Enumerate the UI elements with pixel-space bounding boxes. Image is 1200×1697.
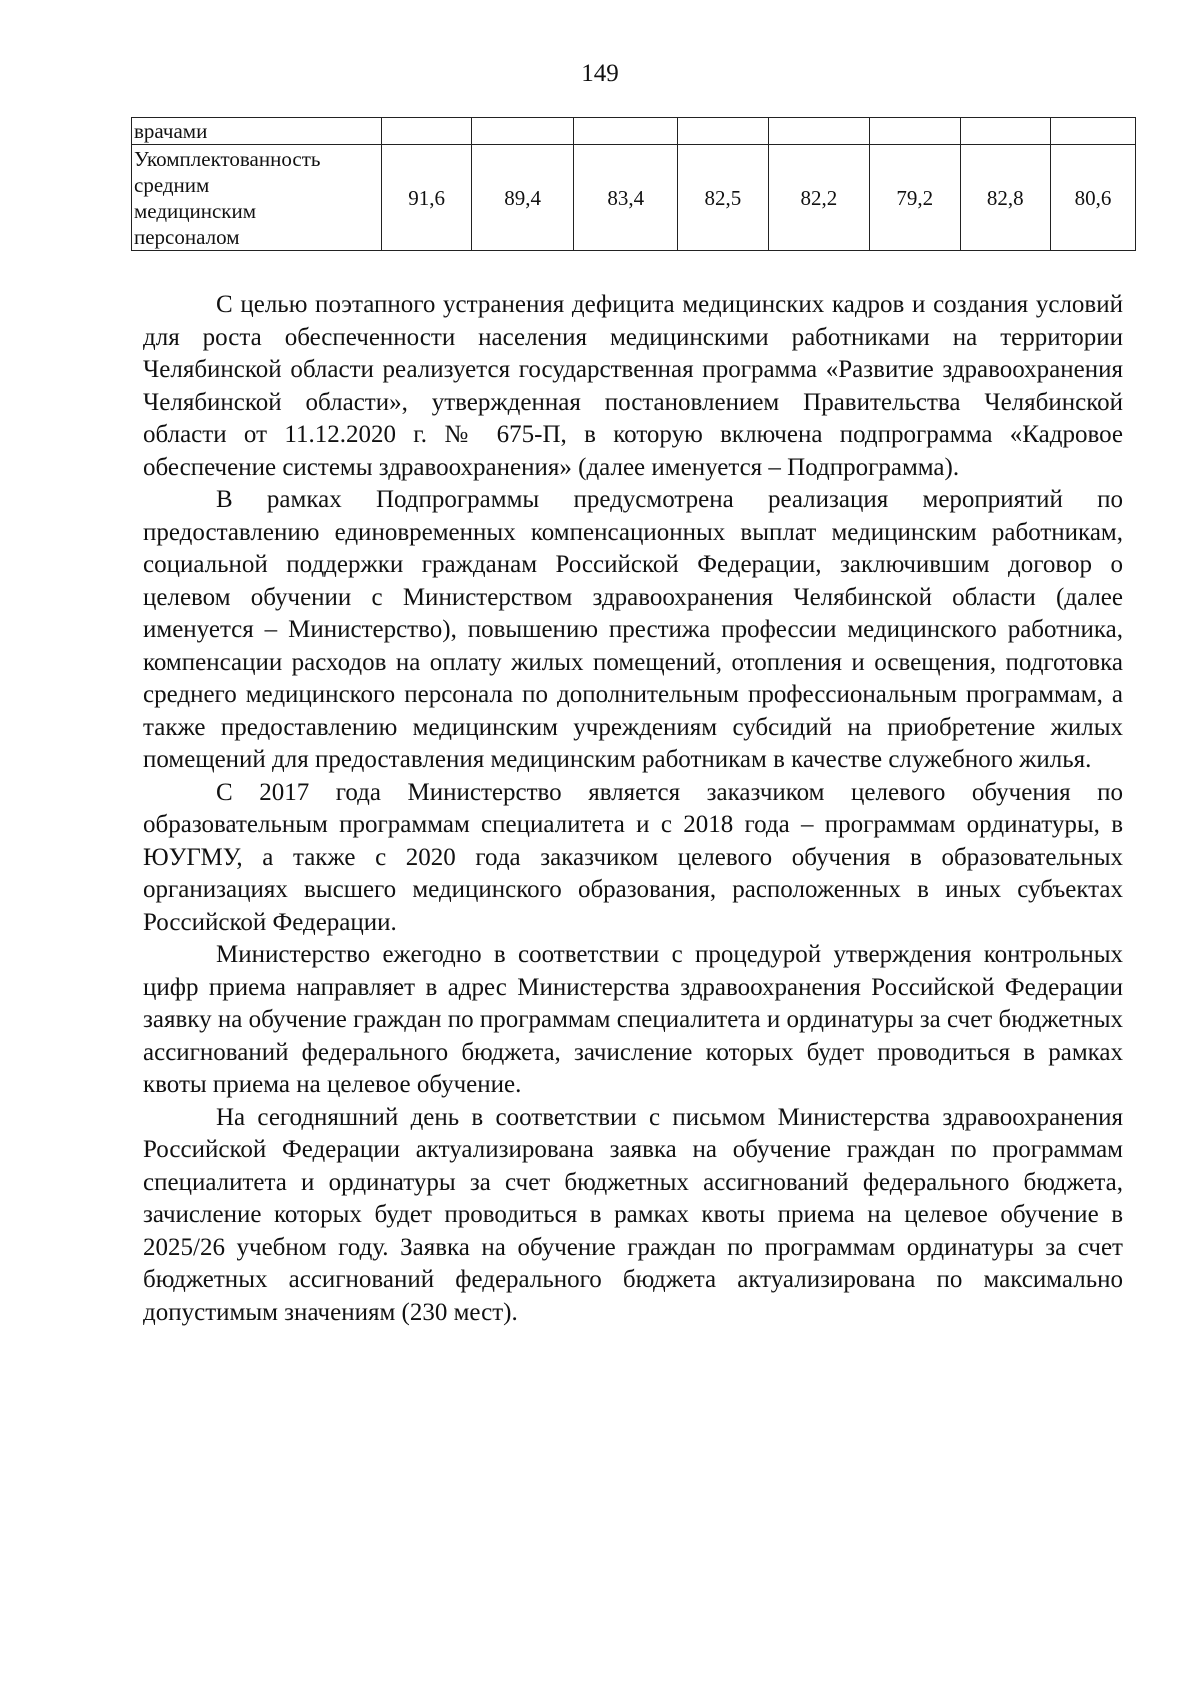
paragraph: С целью поэтапного устранения дефицита медицинских кадров и создания условий для роста обеспеченности населения медицинскими работниками на территории Челябинской области реализуется государственная программа «Развитие здравоохранения Челябинской области», утвержденная постановлением Правительства Челябинской области от 11.12.2020 г. № 675-П, в которую включена подпрограмма «Кадровое обеспечение системы здравоохранения» (далее именуется – Подпрограмма).	[143, 291, 1123, 481]
row-label	[132, 145, 382, 251]
table-cell: 89,4	[471, 145, 574, 251]
table-cell	[1051, 118, 1136, 145]
table-cell: 80,6	[1051, 145, 1136, 251]
row-label-line: средним	[134, 172, 210, 197]
table-cell	[768, 118, 870, 145]
table-cell	[870, 118, 960, 145]
table-cell: 79,2	[870, 145, 960, 251]
row-label-line: персоналом	[134, 224, 240, 249]
row-label-line: Укомплектованность	[134, 146, 321, 171]
table-cell: 82,5	[678, 145, 768, 251]
staffing-table	[131, 117, 1136, 251]
table-cell: 82,8	[960, 145, 1050, 251]
body-text	[143, 289, 1123, 1329]
row-label: врачами	[132, 118, 382, 145]
paragraph: С 2017 года Министерство является заказчиком целевого обучения по образовательным программам специалитета и с 2018 года – программам ординатуры, в ЮУГМУ, а также с 2020 года заказчиком целевого обучения в образовательных организациях высшего медицинского образования, расположенных в иных субъектах Российской Федерации.	[143, 778, 1123, 936]
paragraph: В рамках Подпрограммы предусмотрена реализация мероприятий по предоставлению единовременных компенсационных выплат медицинским работникам, социальной поддержки гражданам Российской Федерации, заключившим договор о целевом обучении с Министерством здравоохранения Челябинской области (далее именуется – Министерство), повышению престижа профессии медицинского работника, компенсации расходов на оплату жилых помещений, отопления и освещения, подготовка среднего медицинского персонала по дополнительным профессиональным программам, а также предоставлению медицинским учреждениям субсидий на приобретение жилых помещений для предоставления медицинским работникам в качестве служебного жилья.	[143, 486, 1123, 773]
paragraph: Министерство ежегодно в соответствии с процедурой утверждения контрольных цифр приема направляет в адрес Министерства здравоохранения Российской Федерации заявку на обучение граждан по программам специалитета и ординатуры за счет бюджетных ассигнований федерального бюджета, зачисление которых будет проводиться в рамках квоты приема на целевое обучение.	[143, 941, 1123, 1098]
table-row	[132, 145, 1136, 251]
table-cell	[960, 118, 1050, 145]
paragraph: На сегодняшний день в соответствии с письмом Министерства здравоохранения Российской Федерации актуализирована заявка на обучение граждан по программам специалитета и ординатуры за счет бюджетных ассигнований федерального бюджета, зачисление которых будет проводиться в рамках квоты приема на целевое обучение в 2025/26 учебном году. Заявка на обучение граждан по программам ординатуры за счет бюджетных ассигнований федерального бюджета актуализирована по максимально допустимым значениям (230 мест).	[143, 1103, 1123, 1326]
table-cell	[574, 118, 678, 145]
table-cell	[678, 118, 768, 145]
table-cell	[471, 118, 574, 145]
table-cell: 83,4	[574, 145, 678, 251]
row-label-line: медицинским	[134, 198, 257, 223]
table-cell	[382, 118, 471, 145]
table-cell: 82,2	[768, 145, 870, 251]
table-cell: 91,6	[382, 145, 471, 251]
page-number: 149	[581, 60, 619, 87]
table-row	[132, 118, 1136, 145]
